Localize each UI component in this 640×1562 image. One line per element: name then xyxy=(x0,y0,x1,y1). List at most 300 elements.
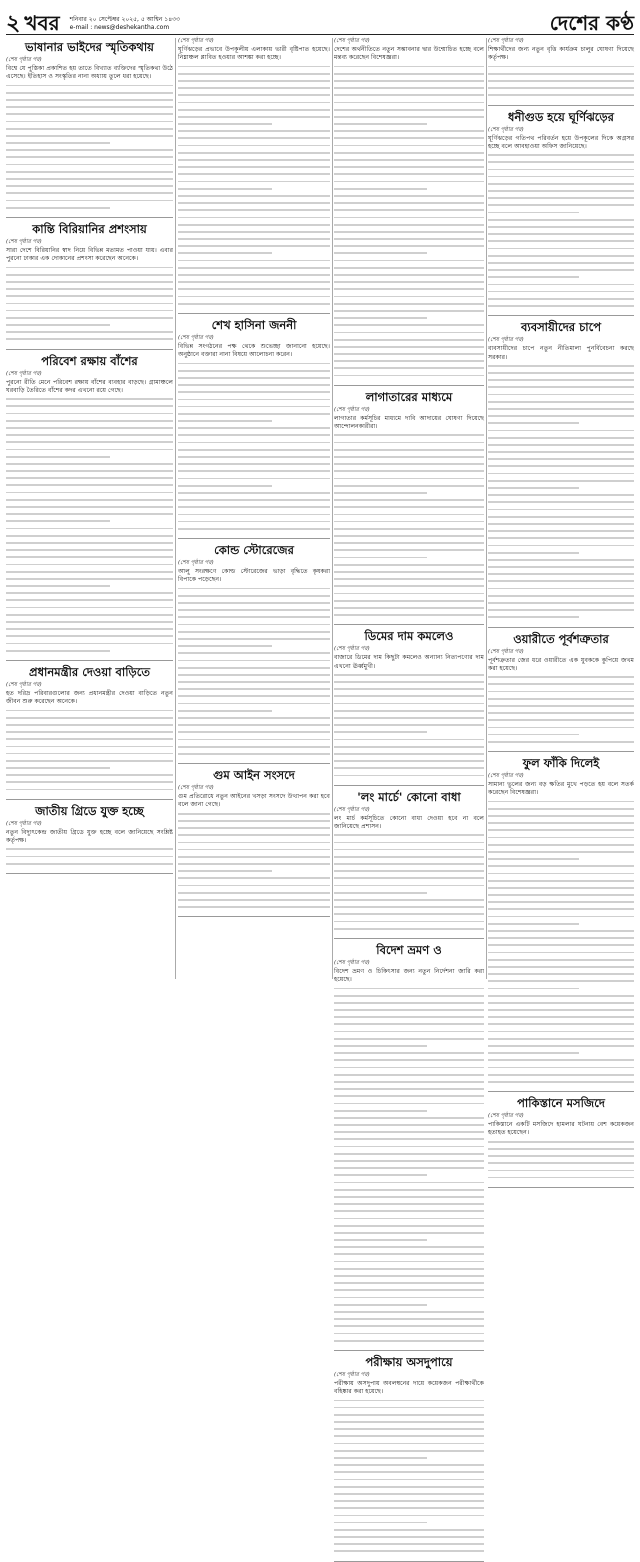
text-line xyxy=(6,99,173,101)
article-body: পরীক্ষায় অসদুপায় অবলম্বনের দায়ে কয়েকজন পরীক্ষার্থীকে বহিষ্কার করা হয়েছে। xyxy=(334,1379,484,1396)
text-line xyxy=(334,1038,484,1040)
text-line xyxy=(334,1414,484,1416)
text-line xyxy=(488,1031,634,1033)
body-text-lines xyxy=(6,848,173,864)
text-line xyxy=(488,204,634,206)
text-line xyxy=(334,564,484,566)
text-line xyxy=(334,80,484,82)
article-a2 xyxy=(6,222,173,350)
article-headline: জাতীয় গ্রিডে যুক্ত হচ্ছে xyxy=(35,803,144,818)
text-line xyxy=(488,212,579,214)
text-line xyxy=(178,370,330,372)
text-line xyxy=(334,274,484,276)
text-line xyxy=(488,609,634,611)
text-line xyxy=(178,485,272,487)
text-line xyxy=(334,1428,484,1430)
text-line xyxy=(334,571,484,573)
continued-label: (শেষ পৃষ্ঠার পর) xyxy=(488,38,524,44)
text-line xyxy=(6,207,110,209)
text-line xyxy=(488,415,634,417)
text-line xyxy=(6,281,173,283)
text-line xyxy=(334,1261,484,1263)
text-line xyxy=(488,880,634,882)
text-line xyxy=(488,291,634,293)
text-line xyxy=(178,660,330,662)
continued-label: (শেষ পৃষ্ঠার পর) xyxy=(488,126,524,133)
text-line xyxy=(488,1002,634,1004)
text-line xyxy=(6,535,173,537)
text-line xyxy=(334,1282,484,1284)
text-line xyxy=(334,116,484,118)
text-line xyxy=(488,422,579,424)
text-line xyxy=(334,1067,484,1069)
text-line xyxy=(178,827,330,829)
article-body: গুম প্রতিরোধে নতুন আইনের খসড়া সংসদে উত্থাপন করা হবে বলে জানা গেছে। xyxy=(178,793,330,809)
text-line xyxy=(6,774,173,776)
text-line xyxy=(488,154,634,156)
text-line xyxy=(488,501,634,503)
text-line xyxy=(178,645,272,647)
text-line xyxy=(6,310,173,312)
article-e5 xyxy=(488,756,634,1092)
article-body: লাগাতার কর্মসূচির মাধ্যমে দাবি আদায়ের ঘোষণা দিয়েছে আন্দোলনকারীরা। xyxy=(334,414,484,431)
text-line xyxy=(334,478,484,480)
article-body: বাজারে ডিমের দাম কিছুটা কমলেও অন্যান্য নিত্যপণ্যের দাম এখনো ঊর্ধ্বমুখী। xyxy=(334,654,484,670)
text-line xyxy=(334,1493,484,1495)
text-line xyxy=(334,870,484,872)
text-line xyxy=(6,628,173,630)
text-line xyxy=(334,442,484,444)
text-line xyxy=(334,1543,484,1545)
text-line xyxy=(178,885,330,887)
text-line xyxy=(488,873,634,875)
text-line xyxy=(334,849,484,851)
text-line xyxy=(488,552,579,554)
text-line xyxy=(334,1110,427,1112)
text-line xyxy=(488,988,579,990)
text-line xyxy=(334,332,484,334)
continued-label: (শেষ পৃষ্ঠার পর) xyxy=(334,806,370,813)
text-line xyxy=(488,284,634,286)
text-line xyxy=(334,746,484,748)
text-line xyxy=(334,528,484,530)
text-line xyxy=(488,815,634,817)
article-headline: কোন্ড স্টোরেজের xyxy=(214,543,294,558)
text-line xyxy=(6,848,173,850)
text-line xyxy=(178,813,330,815)
text-line xyxy=(178,667,330,669)
text-line xyxy=(334,173,484,175)
text-line xyxy=(178,288,330,290)
article-c4 xyxy=(334,790,484,939)
text-line xyxy=(6,650,110,652)
article-headline: ব্যবসায়ীদের চাপে xyxy=(520,320,602,335)
text-line xyxy=(488,1162,634,1164)
text-line xyxy=(488,480,634,482)
text-line xyxy=(488,66,634,68)
text-line xyxy=(178,102,330,104)
text-line xyxy=(334,145,484,147)
text-line xyxy=(488,473,634,475)
text-line xyxy=(334,1138,484,1140)
text-line xyxy=(488,176,634,178)
continued-label: (শেষ পৃষ্ঠার পর) xyxy=(6,820,42,827)
text-line xyxy=(334,181,484,183)
text-line xyxy=(178,116,330,118)
text-line xyxy=(334,593,484,595)
continued-label: (শেষ পৃষ্ঠার পর) xyxy=(488,648,524,655)
header-meta xyxy=(70,16,180,32)
text-line xyxy=(334,863,484,865)
text-line xyxy=(6,427,173,429)
text-line xyxy=(334,506,484,508)
text-line xyxy=(488,952,634,954)
text-line xyxy=(178,528,330,530)
body-text-lines xyxy=(334,434,484,615)
body-text-lines xyxy=(178,66,330,305)
body-text-lines xyxy=(488,154,634,307)
text-line xyxy=(6,753,173,755)
text-line xyxy=(488,1155,634,1157)
text-line xyxy=(488,183,634,185)
text-line xyxy=(6,456,110,458)
text-line xyxy=(6,528,173,530)
text-line xyxy=(6,556,173,558)
text-line xyxy=(488,430,634,432)
article-a5 xyxy=(6,804,173,874)
body-text-lines xyxy=(334,834,484,929)
text-line xyxy=(488,916,634,918)
text-line xyxy=(6,405,173,407)
text-line xyxy=(334,231,484,233)
text-line xyxy=(6,135,173,137)
text-line xyxy=(334,767,484,769)
article-body: বিশ্বে যে পুস্তিকা প্রকাশিত হয় তাতে বিখ্যাত ব্যক্তিদের স্মৃতিকথা উঠে এসেছে। ইতিহাস ও সংস্কৃতির নানা অধ্যায় তুলে ধরা হয়েছে। xyxy=(6,65,173,81)
text-line xyxy=(488,1141,634,1143)
text-line xyxy=(6,420,173,422)
text-line xyxy=(6,621,173,623)
text-line xyxy=(334,1031,484,1033)
article-body: সামান্য ভুলের জন্য বড় ক্ষতির মুখে পড়তে হয় বলে সতর্ক করেছেন বিশেষজ্ঞরা। xyxy=(488,781,634,797)
column-1 xyxy=(6,38,173,979)
text-line xyxy=(6,506,173,508)
text-line xyxy=(488,1148,634,1150)
text-line xyxy=(334,1153,484,1155)
text-line xyxy=(178,377,330,379)
text-line xyxy=(334,1088,484,1090)
text-line xyxy=(334,885,484,887)
text-line xyxy=(334,521,484,523)
continued-label: (শেষ পৃষ্ঠার পর) xyxy=(334,406,370,413)
text-line xyxy=(6,724,173,726)
article-headline: প্রধানমন্ত্রীর দেওয়া বাড়িতে xyxy=(29,664,150,679)
text-line xyxy=(6,564,173,566)
text-line xyxy=(488,1059,634,1061)
text-line xyxy=(6,295,173,297)
text-line xyxy=(334,353,484,355)
text-line xyxy=(488,437,634,439)
text-line xyxy=(334,856,484,858)
text-line xyxy=(334,166,484,168)
article-e4 xyxy=(488,632,634,752)
text-line xyxy=(488,298,634,300)
text-line xyxy=(178,638,330,640)
text-line xyxy=(488,937,634,939)
text-line xyxy=(334,346,484,348)
text-line xyxy=(178,631,330,633)
text-line xyxy=(488,1009,634,1011)
text-line xyxy=(178,137,330,139)
text-line xyxy=(334,1189,484,1191)
text-line xyxy=(178,245,330,247)
article-e3 xyxy=(488,320,634,627)
text-line xyxy=(178,739,330,741)
body-text-lines xyxy=(488,676,634,742)
text-line xyxy=(334,1117,484,1119)
article-body: পুরনো রীতি মেনে পরিবেশ রক্ষায় বাঁশের ব্যবহার বাড়ছে। গ্রামাঞ্চলে ঘরবাড়ি তৈরিতে বাঁশের কদর এখনো রয়ে গেছে। xyxy=(6,378,173,394)
text-line xyxy=(334,1443,484,1445)
text-line xyxy=(334,1182,484,1184)
text-line xyxy=(334,66,484,68)
text-line xyxy=(178,652,330,654)
text-line xyxy=(488,1170,634,1172)
article-e6 xyxy=(488,1096,634,1188)
body-text-lines xyxy=(178,363,330,530)
column-rule xyxy=(332,38,333,979)
text-line xyxy=(334,317,427,319)
text-line xyxy=(178,688,330,690)
text-line xyxy=(334,1471,484,1473)
text-line xyxy=(178,506,330,508)
text-line xyxy=(488,719,634,721)
text-line xyxy=(334,449,484,451)
text-line xyxy=(6,185,173,187)
article-d2 xyxy=(334,1355,484,1562)
text-line xyxy=(334,1239,427,1241)
text-line xyxy=(178,188,272,190)
text-line xyxy=(178,267,330,269)
article-headline: লাগাতারের মাধ্যমে xyxy=(365,389,453,404)
text-line xyxy=(334,1002,484,1004)
text-line xyxy=(334,1167,484,1169)
body-text-lines xyxy=(334,1400,484,1553)
continued-label: (শেষ পৃষ্ঠার পর) xyxy=(334,646,370,653)
article-headline: ডিমের দাম কমলেও xyxy=(364,629,454,644)
text-line xyxy=(488,801,634,803)
text-line xyxy=(334,1400,484,1402)
text-line xyxy=(178,588,330,590)
text-line xyxy=(488,233,634,235)
text-line xyxy=(488,901,634,903)
text-line xyxy=(334,731,427,733)
text-line xyxy=(488,887,634,889)
text-line xyxy=(178,442,330,444)
text-line xyxy=(6,128,173,130)
text-line xyxy=(178,399,330,401)
text-line xyxy=(488,995,634,997)
text-line xyxy=(6,571,173,573)
article-body: সারা দেশে বিরিয়ানির স্বাদ নিয়ে বিভিন্ন মতামত পাওয়া যায়। এবার পুরনো ঢাকার এক দোকানের প্রশংসা করেছেন অনেকে। xyxy=(6,246,173,263)
body-text-lines xyxy=(488,66,634,97)
text-line xyxy=(6,149,173,151)
text-line xyxy=(334,535,484,537)
article-body: পূর্বশত্রুতার জের ধরে ওয়ারীতে এক যুবককে কুপিয়ে জখম করা হয়েছে। xyxy=(488,656,634,672)
text-line xyxy=(334,1225,484,1227)
body-text-lines xyxy=(178,813,330,908)
article-body: বিদেশ ভ্রমণ ও চিকিৎসার জন্য নতুন নির্দেশনা জারি করা হয়েছে। xyxy=(334,967,484,984)
text-line xyxy=(334,1550,484,1552)
body-text-lines xyxy=(6,267,173,341)
text-line xyxy=(488,262,634,264)
text-line xyxy=(6,789,173,791)
text-line xyxy=(488,386,634,388)
continued-label: (শেষ পৃষ্ঠার পর) xyxy=(178,560,214,567)
article-headline: পরিবেশ রক্ষায় বাঁশের xyxy=(41,353,138,368)
text-line xyxy=(178,173,330,175)
text-line xyxy=(334,578,484,580)
text-line xyxy=(488,973,634,975)
text-line xyxy=(334,324,484,326)
text-line xyxy=(178,73,330,75)
text-line xyxy=(6,331,173,333)
text-line xyxy=(334,434,484,436)
text-line xyxy=(334,1407,484,1409)
text-line xyxy=(178,856,330,858)
text-line xyxy=(334,492,427,494)
text-line xyxy=(334,1196,484,1198)
text-line xyxy=(334,739,484,741)
text-line xyxy=(488,822,634,824)
text-line xyxy=(334,1275,484,1277)
text-line xyxy=(178,681,330,683)
article-c2 xyxy=(334,390,484,625)
text-line xyxy=(178,80,330,82)
text-line xyxy=(334,899,484,901)
text-line xyxy=(178,384,330,386)
text-line xyxy=(178,145,330,147)
text-line xyxy=(178,609,330,611)
continued-label: (শেষ পৃষ্ঠার পর) xyxy=(6,57,42,63)
text-line xyxy=(488,1016,634,1018)
text-line xyxy=(6,303,173,305)
text-line xyxy=(334,1325,484,1327)
text-line xyxy=(488,509,634,511)
text-line xyxy=(488,734,579,736)
text-line xyxy=(334,1016,484,1018)
article-body: ব্যবসায়ীদের চাপে নতুন নীতিমালা পুনর্বিবেচনা করছে সরকার। xyxy=(488,345,634,361)
text-line xyxy=(488,240,634,242)
text-line xyxy=(178,406,330,408)
text-line xyxy=(334,614,484,616)
text-line xyxy=(488,226,634,228)
text-line xyxy=(488,219,634,221)
text-line xyxy=(178,123,272,125)
text-line xyxy=(178,296,330,298)
article-b2 xyxy=(178,318,330,539)
text-line xyxy=(178,94,330,96)
text-line xyxy=(334,928,484,930)
article-a4 xyxy=(6,665,173,800)
article-e1 xyxy=(488,38,634,106)
text-line xyxy=(488,1074,634,1076)
text-line xyxy=(178,820,330,822)
text-line xyxy=(488,94,634,96)
text-line xyxy=(334,892,427,894)
text-line xyxy=(334,710,484,712)
text-line xyxy=(334,1464,484,1466)
column-rule xyxy=(486,38,487,979)
text-line xyxy=(334,1124,484,1126)
body-text-lines xyxy=(488,801,634,1083)
text-line xyxy=(334,717,484,719)
text-line xyxy=(488,865,634,867)
text-line xyxy=(334,1210,484,1212)
text-line xyxy=(488,87,634,89)
text-line xyxy=(178,130,330,132)
text-line xyxy=(178,478,330,480)
text-line xyxy=(488,73,634,75)
article-b3 xyxy=(178,543,330,764)
text-line xyxy=(178,877,330,879)
text-line xyxy=(334,995,484,997)
text-line xyxy=(488,959,634,961)
text-line xyxy=(6,856,173,858)
text-line xyxy=(334,1536,484,1538)
text-line xyxy=(6,178,173,180)
text-line xyxy=(488,276,579,278)
text-line xyxy=(178,109,330,111)
text-line xyxy=(488,712,634,714)
text-line xyxy=(6,635,173,637)
article-a3 xyxy=(6,354,173,661)
body-text-lines xyxy=(488,1141,634,1179)
article-headline: ওয়ারীতে পূর্বশত্রুতার xyxy=(513,631,609,646)
text-line xyxy=(334,1500,484,1502)
article-headline: পরীক্ষায় অসদুপায়ে xyxy=(365,1354,453,1369)
text-line xyxy=(488,487,579,489)
text-line xyxy=(6,520,110,522)
text-line xyxy=(488,616,579,618)
text-line xyxy=(6,434,173,436)
text-line xyxy=(178,834,330,836)
text-line xyxy=(488,844,634,846)
body-text-lines xyxy=(488,365,634,618)
text-line xyxy=(334,267,484,269)
text-line xyxy=(178,470,330,472)
text-line xyxy=(334,1507,484,1509)
text-line xyxy=(178,181,330,183)
text-line xyxy=(178,195,330,197)
text-line xyxy=(334,834,484,836)
article-c1 xyxy=(334,38,484,386)
text-line xyxy=(334,1059,484,1061)
text-line xyxy=(334,906,484,908)
text-line xyxy=(334,499,484,501)
article-headline: শেখ হাসিনা জননী xyxy=(211,317,297,332)
article-body: ঘূর্ণিঝড়ের গতিপথ পরিবর্তন হয়ে উপকূলের দিকে অগ্রসর হচ্ছে বলে আবহাওয়া অফিস জানিয়েছে। xyxy=(488,134,634,150)
text-line xyxy=(334,842,484,844)
text-line xyxy=(334,1435,484,1437)
text-line xyxy=(6,200,173,202)
text-line xyxy=(488,966,634,968)
text-line xyxy=(488,944,634,946)
text-line xyxy=(488,858,579,860)
text-line xyxy=(334,152,484,154)
text-line xyxy=(488,465,634,467)
text-line xyxy=(488,1045,634,1047)
text-line xyxy=(6,274,173,276)
text-line xyxy=(6,164,173,166)
